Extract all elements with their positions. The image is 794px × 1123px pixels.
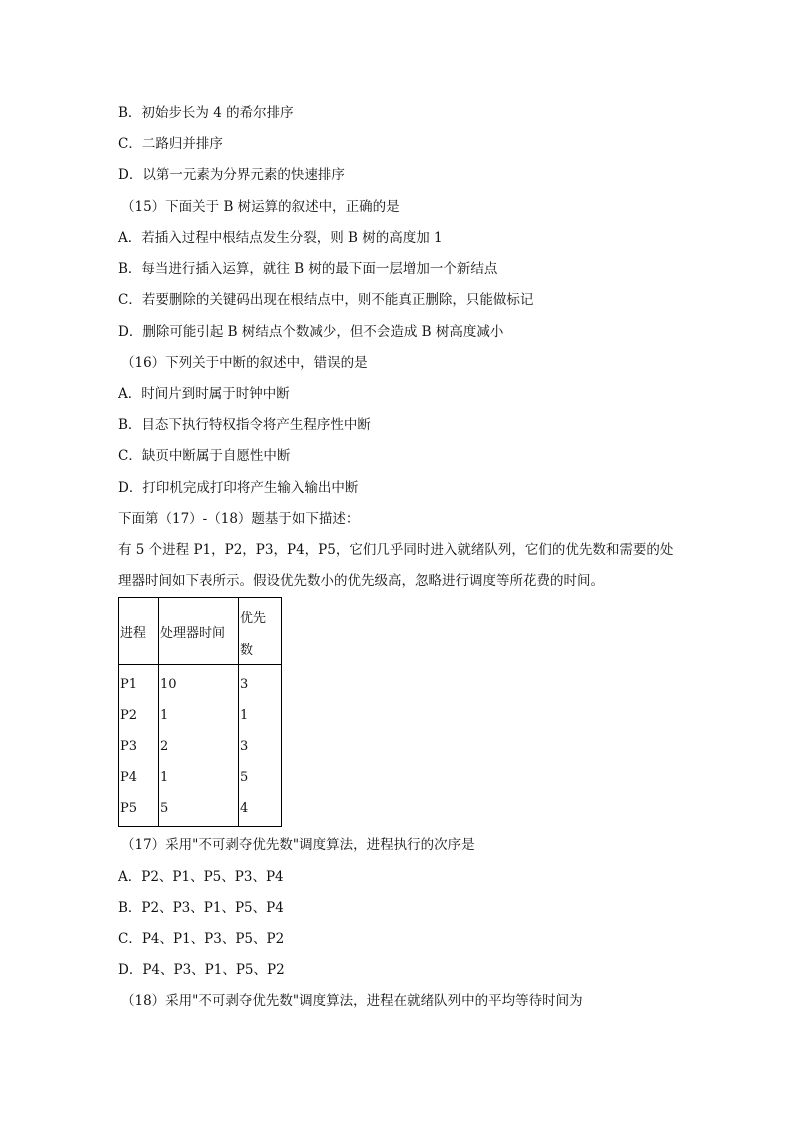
cell-process-p1: P1 — [120, 677, 138, 692]
description-line-2: 理器时间如下表所示。假设优先数小的优先级高，忽略进行调度等所花费的时间。 — [118, 573, 604, 589]
question-15-option-b: B．每当进行插入运算，就往 B 树的最下面一层增加一个新结点 — [118, 261, 498, 277]
question-15-option-d: D．删除可能引起 B 树结点个数减少，但不会造成 B 树高度减小 — [118, 324, 504, 340]
option-c-line: C．二路归并排序 — [118, 136, 223, 152]
cell-process-p2: P2 — [120, 708, 138, 723]
question-16: （16）下列关于中断的叙述中，错误的是 — [121, 355, 368, 371]
cell-priority-p4: 5 — [240, 770, 249, 785]
cell-process-p3: P3 — [120, 739, 138, 754]
option-d-line: D．以第一元素为分界元素的快速排序 — [118, 167, 345, 183]
cell-time-p5: 5 — [160, 801, 169, 816]
question-15: （15）下面关于 B 树运算的叙述中，正确的是 — [121, 199, 400, 215]
question-16-option-d: D．打印机完成打印将产生输入输出中断 — [118, 480, 359, 496]
cell-process-p4: P4 — [120, 770, 138, 785]
cell-time-p2: 1 — [160, 708, 169, 723]
question-16-option-b: B．目态下执行特权指令将产生程序性中断 — [118, 417, 371, 433]
cell-priority-p3: 3 — [240, 739, 249, 754]
option-b-line: B．初始步长为 4 的希尔排序 — [118, 105, 294, 121]
process-table — [118, 597, 282, 827]
cell-priority-p1: 3 — [240, 677, 249, 692]
cell-process-p5: P5 — [120, 801, 138, 816]
header-process: 进程 — [119, 598, 159, 665]
description-line-1: 有 5 个进程 P1，P2，P3，P4，P5，它们几乎同时进入就绪队列，它们的优先数和需要的处 — [118, 542, 674, 558]
question-15-option-a: A．若插入过程中根结点发生分裂，则 B 树的高度加 1 — [118, 230, 443, 246]
question-17-option-c: C．P4、P1、P3、P5、P2 — [118, 931, 285, 947]
column-process — [119, 665, 159, 827]
cell-time-p3: 2 — [160, 739, 169, 754]
table-body-row — [119, 665, 282, 827]
question-17: （17）采用"不可剥夺优先数"调度算法，进程执行的次序是 — [121, 837, 475, 853]
question-17-option-d: D．P4、P3、P1、P5、P2 — [118, 962, 285, 978]
question-15-option-c: C．若要删除的关键码出现在根结点中，则不能真正删除，只能做标记 — [118, 292, 534, 308]
cell-time-p1: 10 — [160, 677, 177, 692]
column-priority — [239, 665, 282, 827]
header-priority: 优先 数 — [239, 598, 282, 665]
question-18: （18）采用"不可剥夺优先数"调度算法，进程在就绪队列中的平均等待时间为 — [121, 993, 583, 1009]
question-16-option-a: A．时间片到时属于时钟中断 — [118, 386, 290, 402]
header-time: 处理器时间 — [159, 598, 239, 665]
question-17-option-b: B．P2、P3、P1、P5、P4 — [118, 900, 284, 916]
section-intro: 下面第（17）-（18）题基于如下描述： — [118, 511, 360, 527]
question-17-option-a: A．P2、P1、P5、P3、P4 — [118, 869, 284, 885]
question-16-option-c: C．缺页中断属于自愿性中断 — [118, 448, 291, 464]
cell-time-p4: 1 — [160, 770, 169, 785]
cell-priority-p5: 4 — [240, 801, 249, 816]
cell-priority-p2: 1 — [240, 708, 249, 723]
column-time — [159, 665, 239, 827]
table-header-row — [119, 598, 282, 665]
